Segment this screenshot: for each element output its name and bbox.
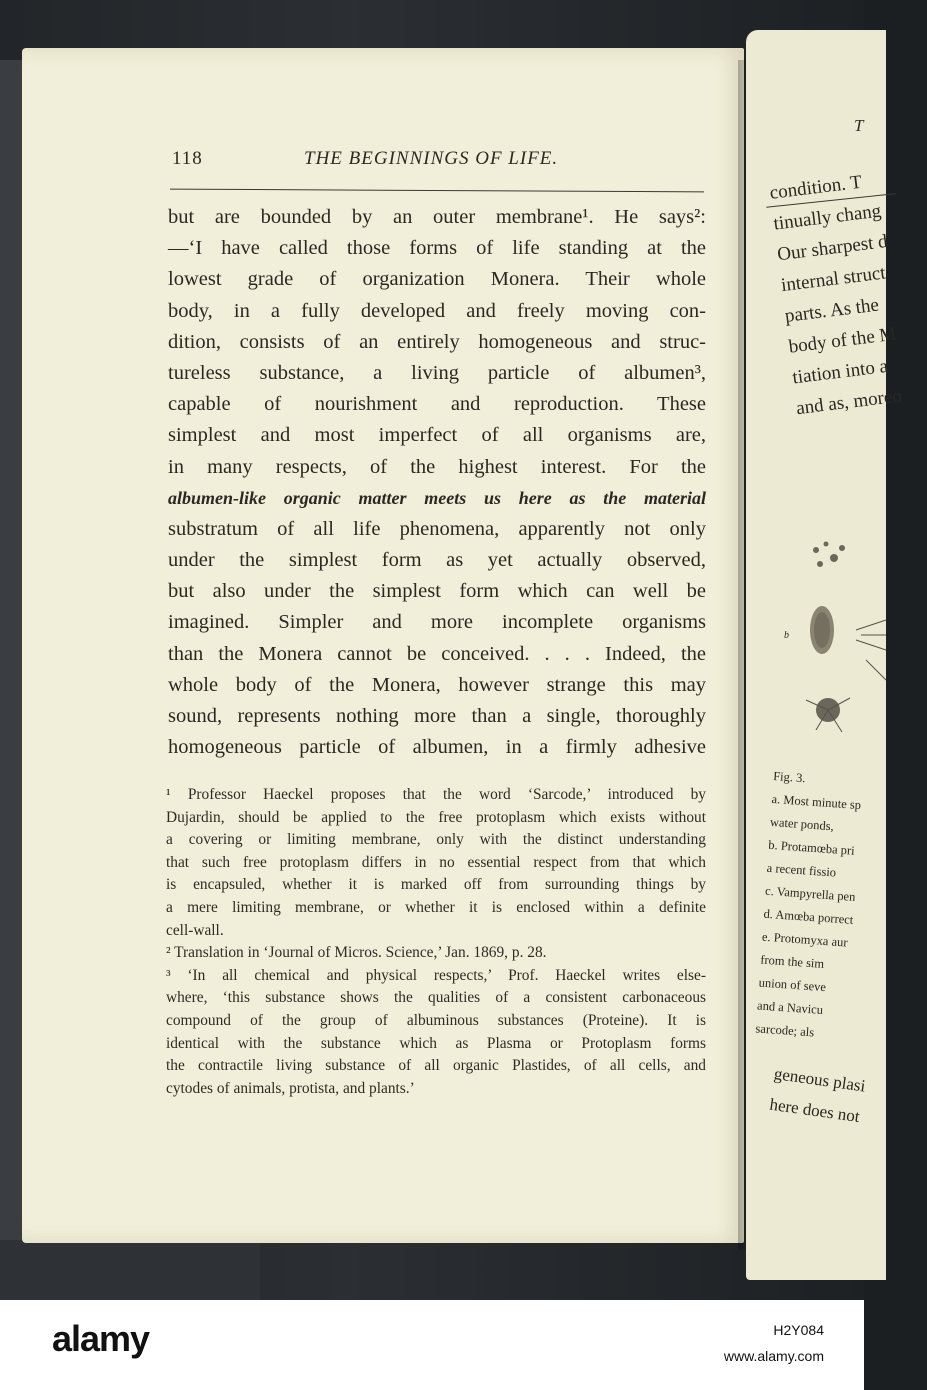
- body-line: albumen-like organic matter meets us here as the material: [168, 487, 706, 508]
- body-line: tureless substance, a living particle of albumen³,: [168, 361, 706, 384]
- body-line: sound, represents nothing more than a single, thoroughly: [168, 705, 706, 727]
- rp-line-item: tinually chang: [772, 200, 883, 235]
- body-line: —‘I have called those forms of life standing at the: [168, 237, 706, 260]
- fn-line-item: ¹ Professor Haeckel proposes that the word ‘Sarcode,’ introduced by: [166, 786, 706, 803]
- right-page-bottom-text: [767, 1060, 894, 1138]
- organism-b: [810, 606, 834, 654]
- rp-cap-line-item: a recent fissio: [766, 860, 837, 880]
- rp-line-item: condition. T: [768, 171, 864, 204]
- rp-cap-line-item: e. Protomyxa aur: [761, 929, 849, 950]
- rp-line-item: body of the M: [787, 323, 898, 358]
- rp-cap-line-item: Fig. 3.: [772, 768, 806, 786]
- body-line: but are bounded by an outer membrane¹. He says²:: [168, 206, 706, 228]
- rp-line-item: tiation into a: [791, 355, 890, 389]
- body-line: in many respects, of the highest interest. For the: [168, 455, 706, 478]
- stock-url: www.alamy.com: [723, 1348, 824, 1364]
- body-line: substratum of all life phenomena, apparently not only: [168, 517, 706, 540]
- figure-caption: [755, 765, 894, 1049]
- image-id: H2Y084: [773, 1322, 824, 1338]
- fn-line-item: ² Translation in ‘Journal of Micros. Science,’ Jan. 1869, p. 28.: [166, 944, 547, 962]
- rp-cap-line-item: b. Protamœba pri: [767, 837, 856, 858]
- stock-logo: alamy: [52, 1318, 150, 1359]
- fn-line-item: where, ‘this substance shows the qualities of a consistent carbonaceous: [166, 989, 706, 1007]
- rp-cap-line-item: d. Amœba porrect: [763, 906, 854, 927]
- fn-line-item: is encapsuled, whether it is marked off from surrounding things by: [166, 876, 706, 894]
- body-line: whole body of the Monera, however strange this may: [168, 673, 706, 696]
- fn-line-item: the contractile living substance of all organic Plastides, of all cells, and: [166, 1057, 706, 1075]
- figure-illustration: [776, 530, 886, 760]
- right-page: [746, 30, 903, 1280]
- book-cover-bottom: [0, 1240, 260, 1300]
- body-line: simplest and most imperfect of all organisms are,: [168, 424, 706, 447]
- rp-cap-line-item: from the sim: [759, 952, 825, 971]
- fn-line-item: a covering or limiting membrane, only with the distinct understanding: [166, 831, 706, 849]
- page-header: [172, 148, 692, 178]
- fn-line-item: identical with the substance which as Plasma or Protoplasm forms: [166, 1034, 706, 1052]
- body-line: dition, consists of an entirely homogeneous and struc-: [168, 330, 706, 353]
- rp-cap-line-item: c. Vampyrella pen: [764, 883, 856, 904]
- right-page-header: T: [854, 116, 864, 135]
- rp-cap-line-item: water ponds,: [769, 814, 835, 834]
- organism-a: [813, 542, 845, 568]
- body-line: but also under the simplest form which can well be: [168, 580, 706, 603]
- body-line: body, in a fully developed and freely moving con-: [168, 299, 706, 322]
- figure-label-b: b: [784, 630, 789, 641]
- fn-line-item: cytodes of animals, protista, and plants.’: [166, 1079, 415, 1097]
- rp-cap-line-item: and a Navicu: [756, 998, 824, 1017]
- rp-line-item: here does not: [768, 1094, 861, 1127]
- fn-line-item: that such free protoplasm differs in no essential respect from that which: [166, 853, 706, 871]
- rp-cap-line-item: union of seve: [758, 975, 827, 995]
- organism-c-rays: [856, 620, 886, 680]
- right-page-text: [768, 162, 927, 424]
- running-title: THE BEGINNINGS OF LIFE.: [304, 148, 559, 169]
- body-line: under the simplest form as yet actually observed,: [168, 549, 706, 572]
- rp-cap-line-item: sarcode; als: [755, 1021, 815, 1040]
- body-line: imagined. Simpler and more incomplete organisms: [168, 611, 706, 634]
- rp-line-item: internal struct: [779, 262, 887, 297]
- rp-cap-line-item: a. Most minute sp: [771, 791, 862, 813]
- fn-line-item: compound of the group of albuminous substances (Proteine). It is: [166, 1011, 706, 1029]
- footnotes: [166, 784, 706, 1100]
- page-number: 118: [172, 148, 203, 169]
- rp-line-item: and as, moreo: [795, 385, 903, 420]
- organism-d: [806, 698, 850, 732]
- book-cover-edge: [0, 60, 22, 1300]
- fn-line-item: Dujardin, should be applied to the free protoplasm which exists without: [166, 808, 706, 826]
- rp-line-item: parts. As the: [783, 294, 881, 327]
- body-line: than the Monera cannot be conceived. . . . Indeed, the: [168, 642, 706, 665]
- fn-line-item: cell-wall.: [166, 921, 224, 939]
- rp-line-item: geneous plasi: [772, 1063, 867, 1096]
- body-text: [168, 202, 706, 763]
- body-line: homogeneous particle of albumen, in a firmly adhesive: [168, 736, 706, 759]
- rp-line-item: Our sharpest d: [776, 230, 889, 266]
- body-line: lowest grade of organization Monera. Their whole: [168, 268, 706, 291]
- fn-line-item: ³ ‘In all chemical and physical respects,’ Prof. Haeckel writes else-: [166, 966, 706, 984]
- fn-line-item: a mere limiting membrane, or whether it is enclosed within a definite: [166, 898, 706, 916]
- body-line: capable of nourishment and reproduction. These: [168, 393, 706, 416]
